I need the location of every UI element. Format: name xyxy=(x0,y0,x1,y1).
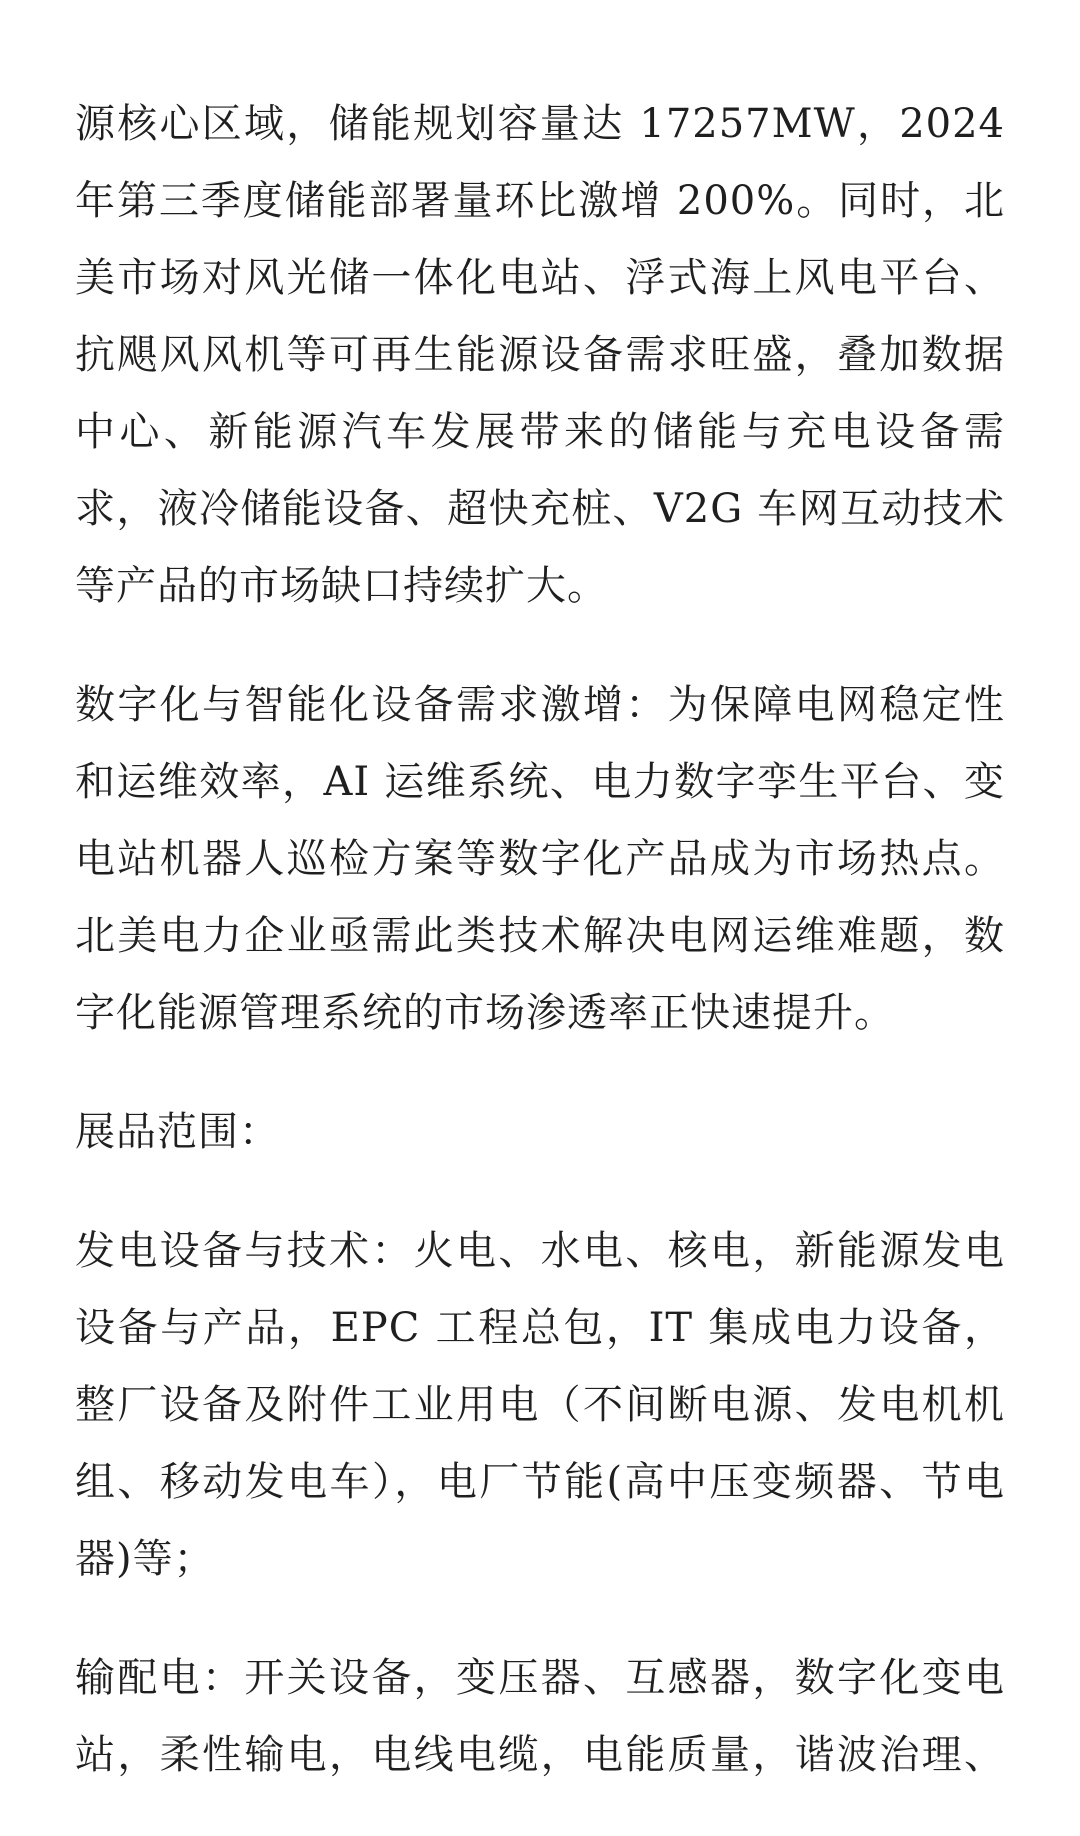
text-line: 站，柔性输电，电线电缆，电能质量，谐波治理、 xyxy=(75,1732,1005,1778)
text-line: 源核心区域，储能规划容量达 17257MW，2024 xyxy=(75,101,1005,147)
text-line: 和运维效率，AI 运维系统、电力数字孪生平台、变 xyxy=(75,759,1005,805)
text-line: 整厂设备及附件工业用电（不间断电源、发电机机 xyxy=(75,1382,1005,1428)
text-line: 美市场对风光储一体化电站、浮式海上风电平台、 xyxy=(75,255,1005,301)
text-line: 求，液冷储能设备、超快充桩、V2G 车网互动技术 xyxy=(75,486,1005,532)
section-heading-exhibit-scope xyxy=(75,1094,1005,1171)
text-line: 年第三季度储能部署量环比激增 200%。同时，北 xyxy=(75,178,1005,224)
text-line: 展品范围： xyxy=(75,1109,280,1155)
text-line: 等产品的市场缺口持续扩大。 xyxy=(75,563,608,609)
text-line: 器)等； xyxy=(75,1536,215,1582)
paragraph-power-generation xyxy=(75,1213,1005,1598)
paragraph-storage-demand xyxy=(75,86,1005,625)
text-line: 输配电：开关设备，变压器、互感器，数字化变电 xyxy=(75,1655,1005,1701)
article-body xyxy=(75,86,1005,1836)
text-line: 北美电力企业亟需此类技术解决电网运维难题，数 xyxy=(75,913,1005,959)
text-line: 数字化与智能化设备需求激增：为保障电网稳定性 xyxy=(75,682,1005,728)
paragraph-transmission xyxy=(75,1640,1005,1794)
text-line: 设备与产品，EPC 工程总包，IT 集成电力设备， xyxy=(75,1305,1005,1351)
text-line: 电站机器人巡检方案等数字化产品成为市场热点。 xyxy=(75,836,1005,882)
paragraph-digital-demand xyxy=(75,667,1005,1052)
text-line: 字化能源管理系统的市场渗透率正快速提升。 xyxy=(75,990,895,1036)
text-line: 组、移动发电车），电厂节能(高中压变频器、节电 xyxy=(75,1459,1005,1505)
text-line: 发电设备与技术：火电、水电、核电，新能源发电 xyxy=(75,1228,1005,1274)
text-line: 中心、新能源汽车发展带来的储能与充电设备需 xyxy=(75,409,1005,455)
text-line: 抗飓风风机等可再生能源设备需求旺盛，叠加数据 xyxy=(75,332,1005,378)
